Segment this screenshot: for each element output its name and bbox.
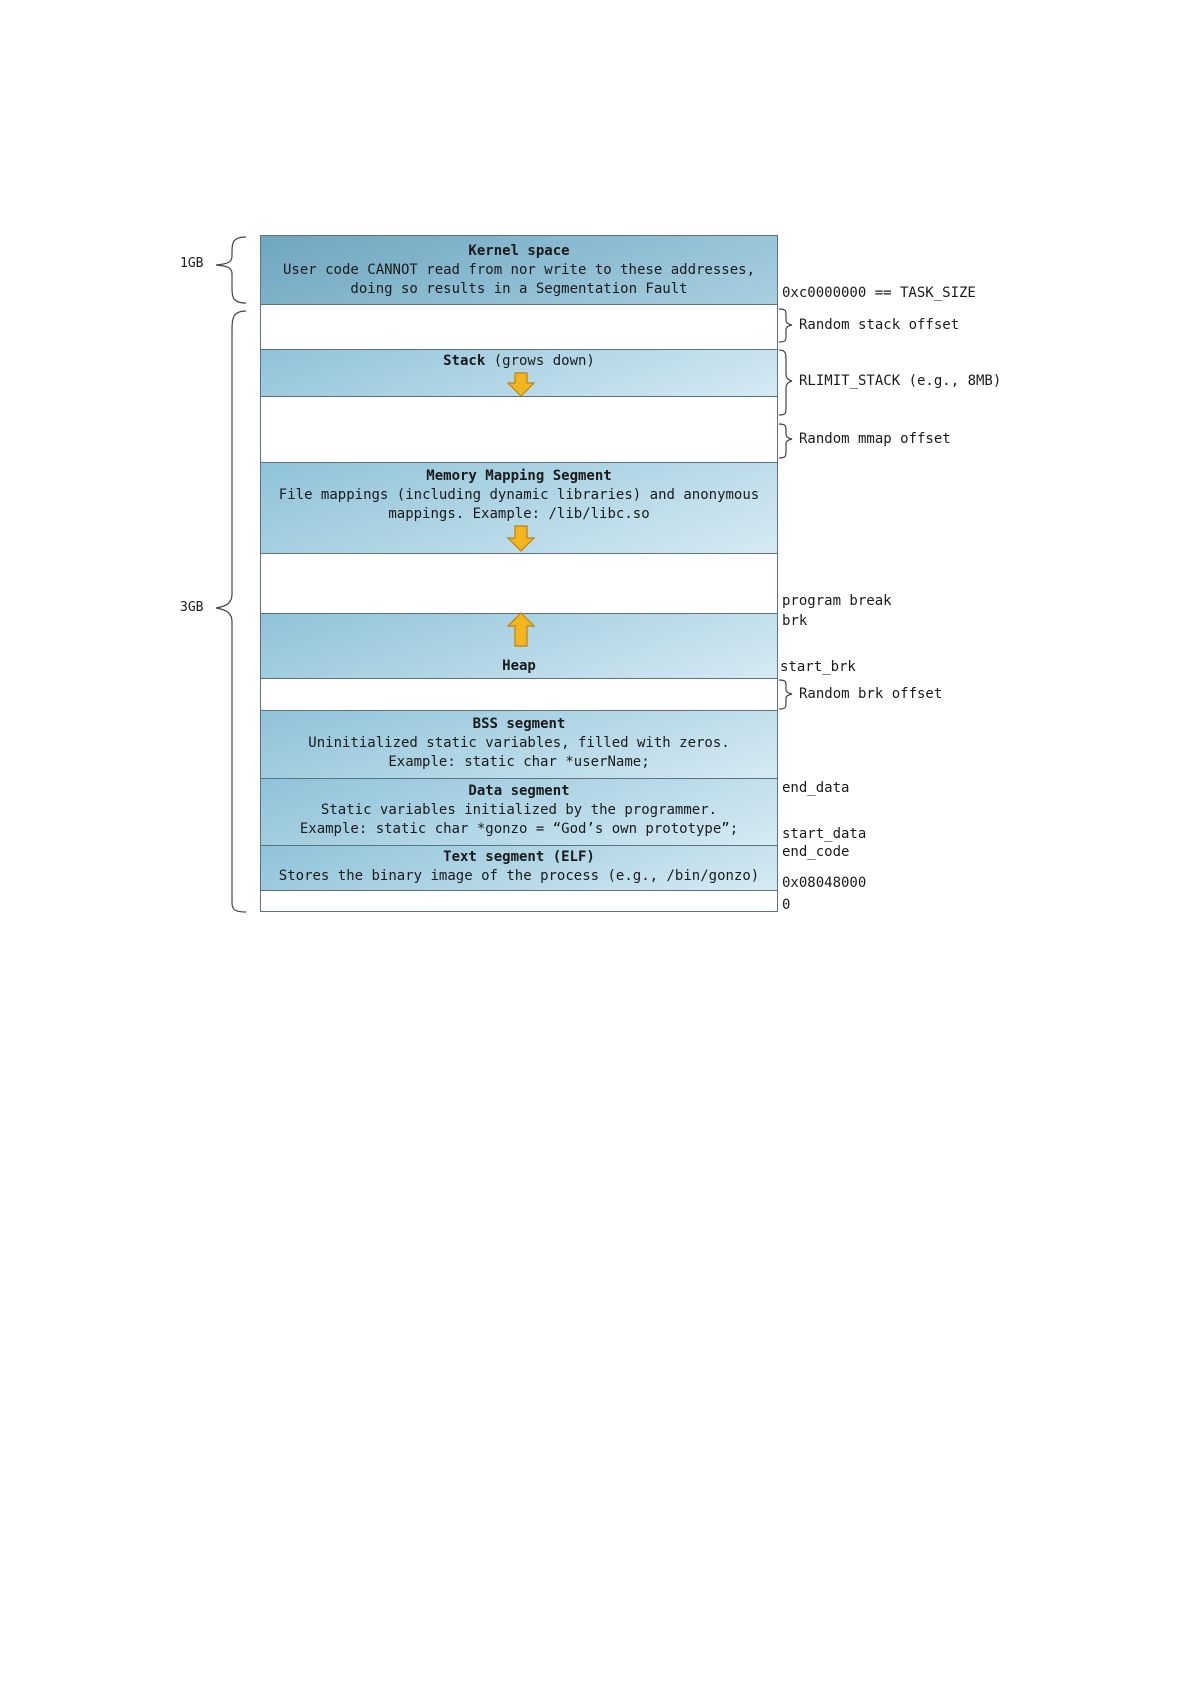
user-3gb-brace-icon xyxy=(216,311,246,912)
end-code-label: end_code xyxy=(782,844,850,860)
kernel-space-title: Kernel space xyxy=(468,243,570,259)
random-brk-brace-icon xyxy=(779,680,792,709)
random-brk-offset-label: Random brk offset xyxy=(799,686,943,702)
mmap-line-1: File mappings (including dynamic libraries) and anonymous xyxy=(278,487,760,503)
task-size-label: 0xc0000000 == TASK_SIZE xyxy=(782,285,976,301)
start-brk-label: start_brk xyxy=(780,659,856,675)
stack-suffix: (grows down) xyxy=(485,353,595,369)
kernel-1gb-brace-icon xyxy=(216,237,246,303)
bss-title: BSS segment xyxy=(472,716,566,732)
data-line-2: Example: static char *gonzo = “God’s own prototype”; xyxy=(299,821,739,837)
rlimit-stack-label: RLIMIT_STACK (e.g., 8MB) xyxy=(799,373,1002,389)
data-line-1: Static variables initialized by the programmer. xyxy=(320,802,718,818)
user-size-label: 3GB xyxy=(180,600,204,615)
kernel-space-line-1: User code CANNOT read from nor write to these addresses, xyxy=(282,262,755,278)
stack-title: Stack xyxy=(443,353,486,369)
brk-label: brk xyxy=(782,613,808,629)
random-stack-brace-icon xyxy=(779,309,792,342)
zero-address-label: 0 xyxy=(782,897,791,913)
text-start-address-label: 0x08048000 xyxy=(782,875,867,891)
end-data-label: end_data xyxy=(782,780,850,796)
mmap-title: Memory Mapping Segment xyxy=(426,468,612,484)
random-mmap-brace-icon xyxy=(779,424,792,458)
program-break-label: program break xyxy=(782,593,892,609)
kernel-space-line-2: doing so results in a Segmentation Fault xyxy=(350,281,688,297)
kernel-size-label: 1GB xyxy=(180,256,204,271)
bss-line-1: Uninitialized static variables, filled with zeros. xyxy=(308,735,730,751)
random-mmap-offset-label: Random mmap offset xyxy=(799,431,951,447)
random-stack-offset-label: Random stack offset xyxy=(799,317,960,333)
text-title: Text segment (ELF) xyxy=(443,849,595,865)
heap-title: Heap xyxy=(502,658,536,674)
data-title: Data segment xyxy=(468,783,570,799)
bss-line-2: Example: static char *userName; xyxy=(388,754,650,770)
rlimit-stack-brace-icon xyxy=(779,350,792,415)
start-data-label: start_data xyxy=(782,826,867,842)
mmap-line-2: mappings. Example: /lib/libc.so xyxy=(388,506,650,522)
text-line-1: Stores the binary image of the process (e.g., /bin/gonzo) xyxy=(278,868,760,884)
